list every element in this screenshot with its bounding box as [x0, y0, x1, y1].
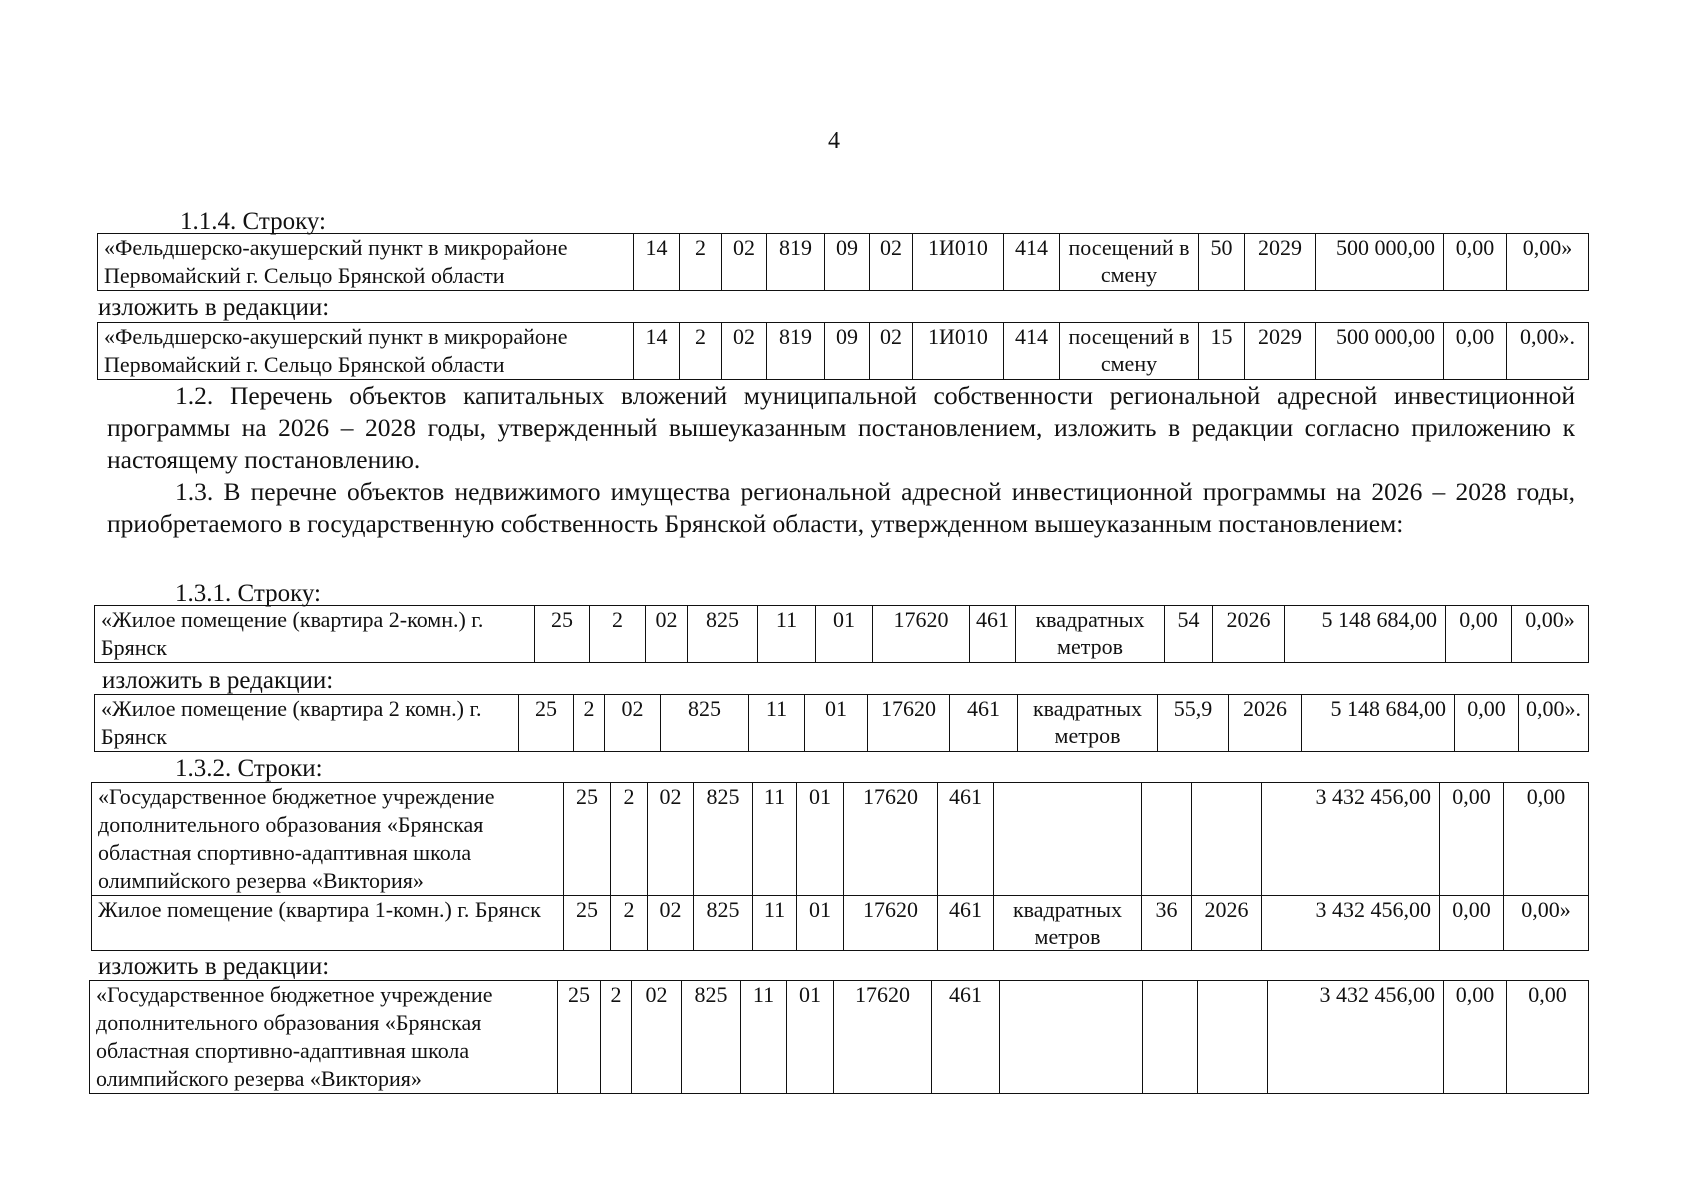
cell-capacity — [1143, 981, 1198, 1094]
cell-code-5: 11 — [749, 695, 805, 752]
paragraph-1-2 — [107, 380, 1575, 476]
cell-code-6: 01 — [805, 695, 868, 752]
cell-amount-3: 0,00» — [1507, 234, 1589, 291]
cell-code-4: 825 — [661, 695, 749, 752]
cell-capacity: 50 — [1199, 234, 1245, 291]
cell-amount-3: 0,00 — [1504, 783, 1589, 896]
cell-amount-1: 3 432 456,00 — [1268, 981, 1444, 1094]
edit-label-2: изложить в редакции: — [102, 667, 334, 694]
edit-label-1: изложить в редакции: — [98, 294, 330, 321]
table-1-1-4-new — [97, 322, 1589, 380]
cell-name: «Государственное бюджетное учреждение дополнительного образования «Брянская областная спортивно-адаптивная школа олимпийского резерва «Виктория» — [90, 981, 558, 1094]
cell-code-6: 01 — [787, 981, 834, 1094]
paragraph-1-3 — [107, 476, 1575, 540]
cell-name: «Жилое помещение (квартира 2 комн.) г. Брянск — [95, 695, 519, 752]
cell-code-4: 819 — [767, 234, 825, 291]
cell-code-2: 2 — [574, 695, 605, 752]
cell-code-7: 17620 — [873, 606, 970, 663]
cell-amount-2: 0,00 — [1455, 695, 1519, 752]
cell-code-4: 819 — [767, 323, 825, 380]
cell-unit: посещений в смену — [1060, 323, 1199, 380]
cell-code-5: 11 — [741, 981, 787, 1094]
cell-name: Жилое помещение (квартира 1-комн.) г. Брянск — [92, 896, 564, 951]
cell-code-5: 11 — [753, 896, 797, 951]
cell-code-3: 02 — [648, 896, 694, 951]
cell-code-2: 2 — [601, 981, 632, 1094]
cell-code-6: 01 — [797, 896, 844, 951]
cell-code-6: 01 — [816, 606, 873, 663]
cell-amount-1: 3 432 456,00 — [1262, 783, 1440, 896]
paragraph-1-3-text: 1.3. В перечне объектов недвижимого имущества региональной адресной инвестиционной программы на 2026 – 2028 годы, приобретаемого в государственную собственность Брянской области, утвержденном вышеуказанным постановлением: — [107, 477, 1575, 538]
cell-year: 2026 — [1192, 896, 1262, 951]
table-1-3-2-old — [91, 782, 1589, 951]
cell-code-7: 17620 — [844, 896, 938, 951]
cell-capacity: 55,9 — [1158, 695, 1229, 752]
cell-year: 2026 — [1213, 606, 1285, 663]
cell-code-7: 17620 — [844, 783, 938, 896]
cell-code-2: 2 — [680, 323, 722, 380]
cell-name: «Государственное бюджетное учреждение дополнительного образования «Брянская областная спортивно-адаптивная школа олимпийского резерва «Виктория» — [92, 783, 564, 896]
cell-code-3: 02 — [632, 981, 682, 1094]
cell-amount-1: 500 000,00 — [1316, 323, 1444, 380]
cell-code-7: 17620 — [834, 981, 932, 1094]
cell-code-4: 825 — [688, 606, 758, 663]
edit-label-3: изложить в редакции: — [98, 953, 330, 980]
cell-code-8: 461 — [932, 981, 1000, 1094]
cell-code-8: 461 — [938, 896, 994, 951]
cell-capacity: 36 — [1142, 896, 1192, 951]
cell-name: «Фельдшерско-акушерский пункт в микрорайоне Первомайский г. Сельцо Брянской области — [98, 234, 634, 291]
table-row — [95, 695, 1589, 752]
cell-code-7: 1И010 — [913, 234, 1004, 291]
cell-year: 2029 — [1245, 234, 1316, 291]
cell-amount-3: 0,00» — [1504, 896, 1589, 951]
cell-code-1: 25 — [535, 606, 590, 663]
cell-amount-1: 3 432 456,00 — [1262, 896, 1440, 951]
cell-year — [1198, 981, 1268, 1094]
cell-name: «Жилое помещение (квартира 2-комн.) г. Брянск — [95, 606, 535, 663]
cell-code-3: 02 — [722, 323, 767, 380]
table-row — [92, 896, 1589, 951]
cell-code-1: 25 — [558, 981, 601, 1094]
cell-code-8: 461 — [970, 606, 1016, 663]
table-1-1-4-old — [97, 233, 1589, 291]
table-row — [90, 981, 1589, 1094]
cell-code-6: 02 — [870, 234, 913, 291]
table-1-3-1-new — [94, 694, 1589, 752]
paragraph-1-2-text: 1.2. Перечень объектов капитальных вложений муниципальной собственности региональной адресной инвестиционной программы на 2026 – 2028 годы, утвержденный вышеуказанным постановлением, изложить в редакции согласно приложению к настоящему постановлению. — [107, 381, 1575, 474]
cell-code-2: 2 — [611, 896, 648, 951]
cell-amount-3: 0,00». — [1507, 323, 1589, 380]
cell-code-1: 25 — [564, 783, 611, 896]
cell-unit: посещений в смену — [1060, 234, 1199, 291]
cell-code-8: 414 — [1004, 323, 1060, 380]
cell-code-7: 17620 — [868, 695, 950, 752]
page-number: 4 — [828, 128, 840, 154]
cell-code-6: 02 — [870, 323, 913, 380]
cell-capacity — [1142, 783, 1192, 896]
cell-code-1: 14 — [634, 234, 680, 291]
cell-unit: квадратных метров — [994, 896, 1142, 951]
cell-code-2: 2 — [611, 783, 648, 896]
cell-amount-3: 0,00». — [1519, 695, 1589, 752]
cell-code-3: 02 — [646, 606, 688, 663]
cell-code-4: 825 — [694, 783, 753, 896]
cell-code-2: 2 — [590, 606, 646, 663]
cell-year: 2026 — [1229, 695, 1302, 752]
cell-code-1: 14 — [634, 323, 680, 380]
cell-amount-2: 0,00 — [1440, 783, 1504, 896]
cell-code-8: 461 — [950, 695, 1018, 752]
table-row — [92, 783, 1589, 896]
cell-code-5: 09 — [825, 234, 870, 291]
cell-code-2: 2 — [680, 234, 722, 291]
cell-amount-1: 5 148 684,00 — [1285, 606, 1446, 663]
cell-code-3: 02 — [605, 695, 661, 752]
cell-unit — [1000, 981, 1143, 1094]
cell-capacity: 54 — [1165, 606, 1213, 663]
cell-amount-1: 500 000,00 — [1316, 234, 1444, 291]
cell-code-6: 01 — [797, 783, 844, 896]
cell-code-8: 414 — [1004, 234, 1060, 291]
table-1-3-1-old — [94, 605, 1589, 663]
cell-amount-2: 0,00 — [1444, 981, 1507, 1094]
cell-code-1: 25 — [564, 896, 611, 951]
cell-year — [1192, 783, 1262, 896]
cell-amount-2: 0,00 — [1440, 896, 1504, 951]
cell-code-5: 09 — [825, 323, 870, 380]
cell-code-8: 461 — [938, 783, 994, 896]
cell-unit: квадратных метров — [1016, 606, 1165, 663]
table-1-3-2-new — [89, 980, 1589, 1094]
table-row — [98, 323, 1589, 380]
cell-code-1: 25 — [519, 695, 574, 752]
cell-code-7: 1И010 — [913, 323, 1004, 380]
cell-name: «Фельдшерско-акушерский пункт в микрорайоне Первомайский г. Сельцо Брянской области — [98, 323, 634, 380]
cell-code-3: 02 — [722, 234, 767, 291]
cell-amount-2: 0,00 — [1446, 606, 1512, 663]
cell-year: 2029 — [1245, 323, 1316, 380]
cell-code-4: 825 — [694, 896, 753, 951]
cell-unit — [994, 783, 1142, 896]
cell-capacity: 15 — [1199, 323, 1245, 380]
cell-code-5: 11 — [753, 783, 797, 896]
cell-amount-3: 0,00 — [1507, 981, 1589, 1094]
cell-code-3: 02 — [648, 783, 694, 896]
cell-unit: квадратных метров — [1018, 695, 1158, 752]
cell-amount-1: 5 148 684,00 — [1302, 695, 1455, 752]
section-1-1-4-heading: 1.1.4. Строку: — [180, 208, 326, 235]
cell-amount-2: 0,00 — [1444, 234, 1507, 291]
table-row — [95, 606, 1589, 663]
cell-amount-2: 0,00 — [1444, 323, 1507, 380]
cell-code-4: 825 — [682, 981, 741, 1094]
cell-code-5: 11 — [758, 606, 816, 663]
cell-amount-3: 0,00» — [1512, 606, 1589, 663]
table-row — [98, 234, 1589, 291]
section-1-3-1-heading: 1.3.1. Строку: — [175, 580, 321, 607]
section-1-3-2-heading: 1.3.2. Строки: — [175, 755, 323, 782]
